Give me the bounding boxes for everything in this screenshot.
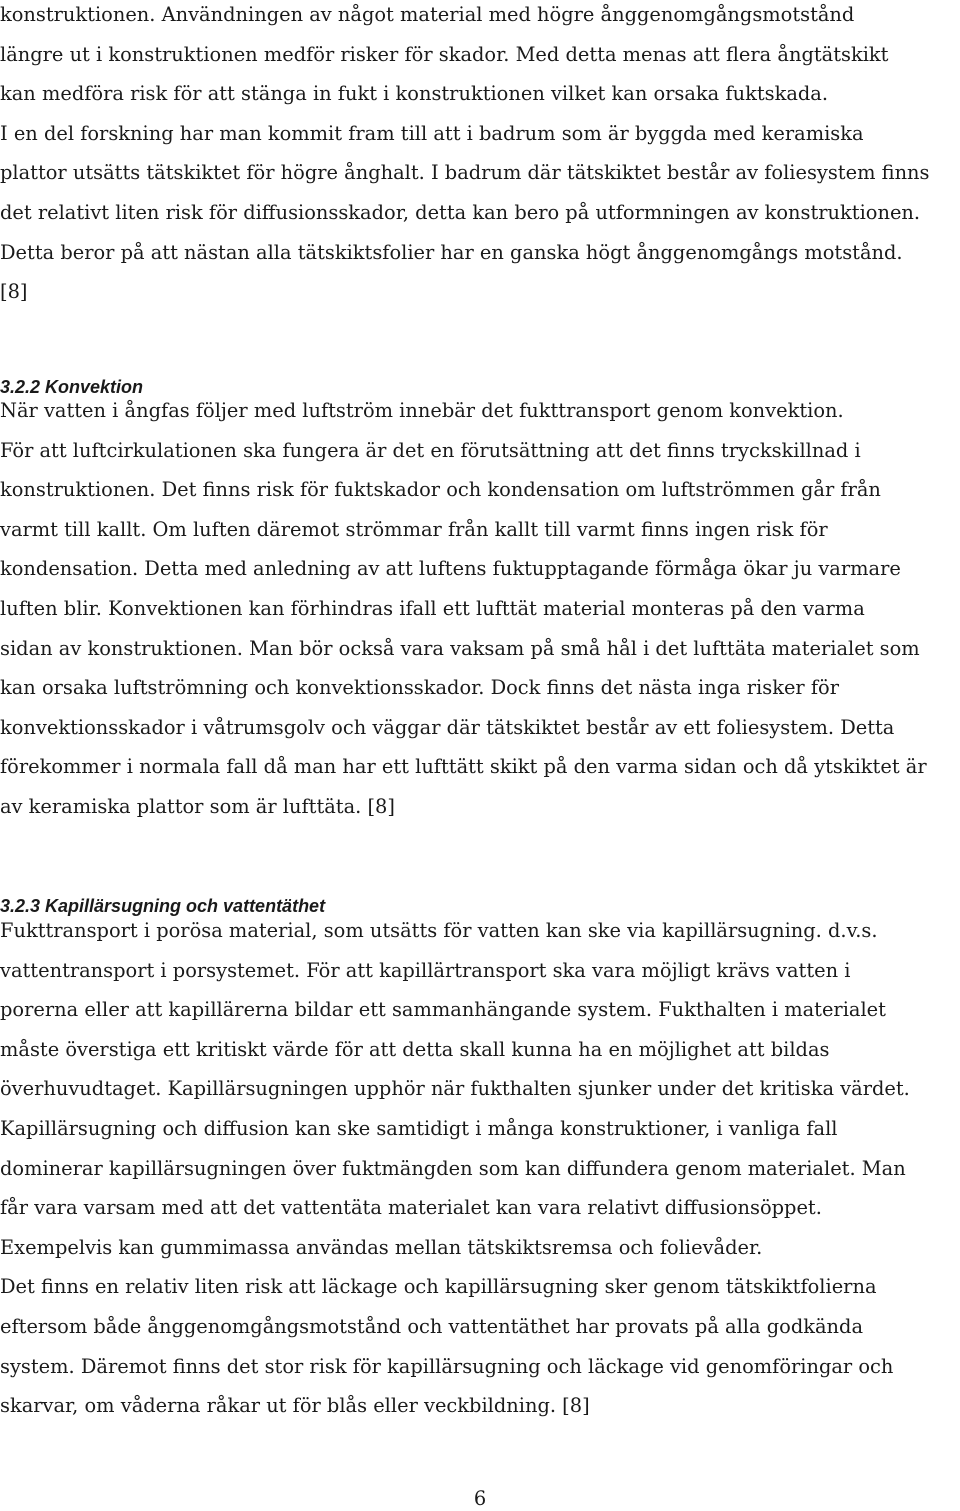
text-line: Detta beror på att nästan alla tätskiktsfolier har en ganska högt ånggenomgångs motstånd. <box>0 240 903 264</box>
section-heading-konvektion: 3.2.2 Konvektion <box>0 377 144 397</box>
text-line: I en del forskning har man kommit fram till att i badrum som är byggda med keramiska <box>0 121 864 145</box>
text-line: konstruktionen. Det finns risk för fuktskador och kondensation om luftströmmen går från <box>0 478 881 502</box>
text-line: får vara varsam med att det vattentäta materialet kan vara relativt diffusionsöppet. <box>0 1196 822 1220</box>
intro-paragraph <box>0 0 960 312</box>
text-line: dominerar kapillärsugningen över fuktmängden som kan diffundera genom materialet. Man <box>0 1156 906 1180</box>
text-line: förekommer i normala fall då man har ett lufttätt skikt på den varma sidan och då ytskiktet är <box>0 755 927 779</box>
text-line: överhuvudtaget. Kapillärsugningen upphör när fukthalten sjunker under det kritiska värdet. <box>0 1077 910 1101</box>
text-line: system. Däremot finns det stor risk för kapillärsugning och läckage vid genomföringar och <box>0 1354 894 1378</box>
text-line: plattor utsätts tätskiktet för högre ånghalt. I badrum där tätskiktet består av foliesystem finns <box>0 161 930 185</box>
text-line: Kapillärsugning och diffusion kan ske samtidigt i många konstruktioner, i vanliga fall <box>0 1116 838 1140</box>
text-line: konstruktionen. Användningen av något material med högre ånggenomgångsmotstånd <box>0 3 855 26</box>
kapillarsugning-paragraph <box>0 911 960 1426</box>
text-line: För att luftcirkulationen ska fungera är det en förutsättning att det finns tryckskillnad i <box>0 438 861 462</box>
text-line: Fukttransport i porösa material, som utsätts för vatten kan ske via kapillärsugning. d.v.s. <box>0 919 878 942</box>
text-line: konvektionsskador i våtrumsgolv och väggar där tätskiktet består av ett foliesystem. Detta <box>0 715 895 739</box>
text-line: kan medföra risk för att stänga in fukt i konstruktionen vilket kan orsaka fuktskada. <box>0 82 829 106</box>
text-line: sidan av konstruktionen. Man bör också vara vaksam på små hål i det lufttäta materialet som <box>0 636 920 660</box>
text-line: Det finns en relativ liten risk att läckage och kapillärsugning sker genom tätskiktfolierna <box>0 1275 877 1299</box>
text-line: vattentransport i porsystemet. För att kapillärtransport ska vara möjligt krävs vatten i <box>0 958 851 982</box>
text-line: varmt till kallt. Om luften däremot strömmar från kallt till varmt finns ingen risk för <box>0 517 828 541</box>
text-line: Exempelvis kan gummimassa användas mellan tätskiktsremsa och folievåder. <box>0 1235 763 1259</box>
text-line: längre ut i konstruktionen medför risker för skador. Med detta menas att flera ångtätskikt <box>0 42 889 66</box>
konvektion-paragraph <box>0 391 960 827</box>
text-line: eftersom både ånggenomgångsmotstånd och vattentäthet har provats på alla godkända <box>0 1314 864 1338</box>
text-line: kan orsaka luftströmning och konvektionsskador. Dock finns det nästa inga risker för <box>0 676 839 700</box>
page-number: 6 <box>473 1487 487 1510</box>
text-line: [8] <box>0 280 28 304</box>
text-line: skarvar, om våderna råkar ut för blås eller veckbildning. [8] <box>0 1394 590 1418</box>
section-heading-kapillarsugning: 3.2.3 Kapillärsugning och vattentäthet <box>0 896 326 916</box>
text-line: När vatten i ångfas följer med luftström innebär det fukttransport genom konvektion. <box>0 399 844 422</box>
text-line: porerna eller att kapillärerna bildar ett sammanhängande system. Fukthalten i materialet <box>0 998 886 1022</box>
text-line: måste överstiga ett kritiskt värde för att detta skall kunna ha en möjlighet att bildas <box>0 1037 830 1061</box>
text-line: luften blir. Konvektionen kan förhindras ifall ett lufttät material monteras på den varma <box>0 596 865 620</box>
text-line: det relativt liten risk för diffusionsskador, detta kan bero på utformningen av konstruktionen. <box>0 200 921 224</box>
text-line: av keramiska plattor som är lufttäta. [8] <box>0 794 395 818</box>
text-line: kondensation. Detta med anledning av att luftens fuktupptagande förmåga ökar ju varmare <box>0 557 901 581</box>
